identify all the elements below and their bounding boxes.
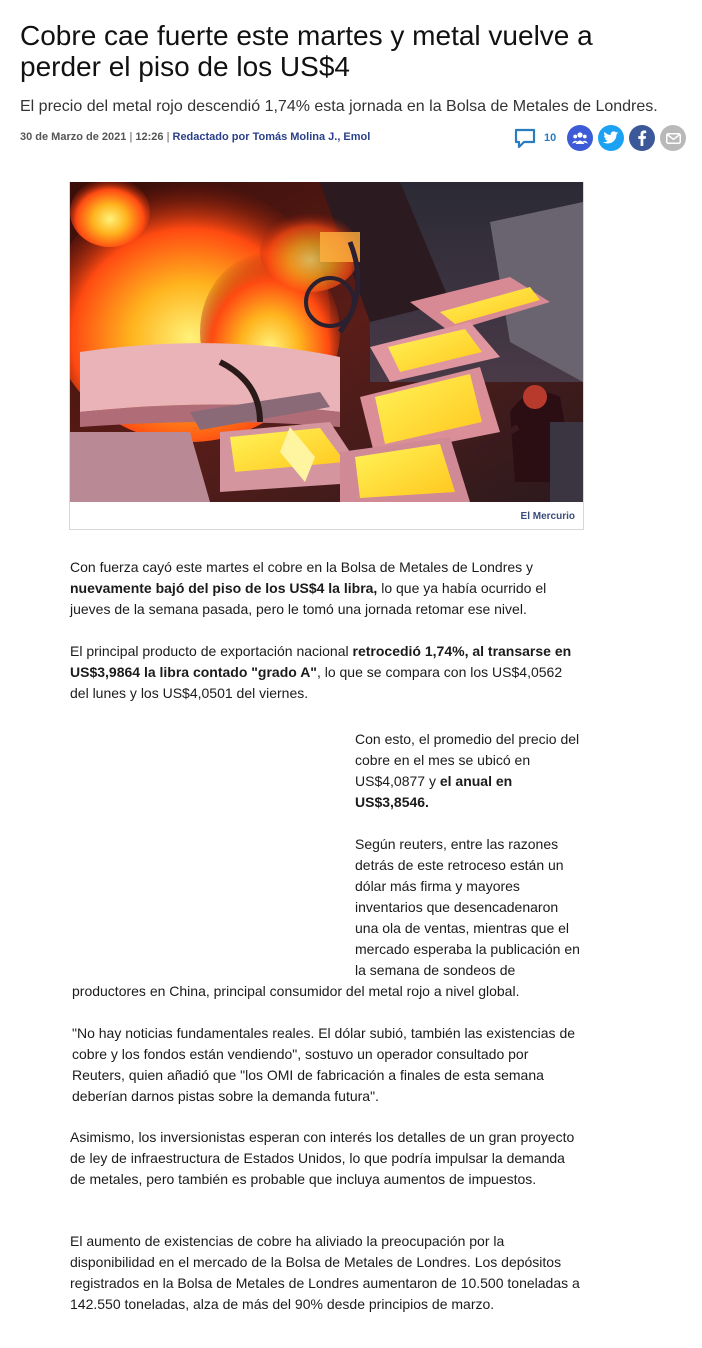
article-subtitle: El precio del metal rojo descendió 1,74% esta jornada en la Bolsa de Metales de Londres.: [20, 98, 658, 115]
facebook-icon[interactable]: [629, 125, 655, 151]
paragraph-6: Asimismo, los inversionistas esperan con interés los detalles de un gran proyecto de ley de infraestructura de Estados Unidos, lo que podría impulsar la demanda de metales, pero también es probable que incluya aumentos de impuestos.: [70, 1129, 575, 1187]
paragraph-4-continuation: productores en China, principal consumidor del metal rojo a nivel global.: [72, 983, 520, 999]
paragraph-1: Con fuerza cayó este martes el cobre en la Bolsa de Metales de Londres y nuevamente bajó del piso de los US$4 la libra, lo que ya había ocurrido el jueves de la semana pasada, pero le tomó una jornada retomar ese nivel.: [70, 559, 547, 617]
people-icon[interactable]: [567, 125, 593, 151]
article-meta: 30 de Marzo de 2021 | 12:26 | Redactado por Tomás Molina J., Emol: [20, 131, 371, 143]
paragraph-3: Con esto, el promedio del precio del cobre en el mes se ubicó en US$4,0877 y el anual en US$3,8546.: [355, 731, 580, 810]
article-figure: [69, 182, 584, 530]
image-credit: El Mercurio: [520, 511, 575, 522]
paragraph-7: El aumento de existencias de cobre ha aliviado la preocupación por la disponibilidad en el mercado de la Bolsa de Metales de Londres. Los depósitos registrados en la Bolsa de Metales de Londres aumentaron de 10.500 toneladas a 142.550 toneladas, alza de más del 90% desde principios de marzo.: [70, 1233, 580, 1312]
email-icon[interactable]: [660, 125, 686, 151]
paragraph-5: "No hay noticias fundamentales reales. El dólar subió, también las existencias de cobre y los fondos están vendiendo", sostuvo un operador consultado por Reuters, quien añadió que "los OMI de fabricación a finales de esta semana deberían darnos pistas sobre la demanda futura".: [72, 1025, 576, 1104]
copper-smelter-photo: [70, 182, 583, 502]
article-title: Cobre cae fuerte este martes y metal vuelve a perder el piso de los US$4: [20, 20, 593, 82]
paragraph-4-column: Según reuters, entre las razones detrás de este retroceso están un dólar más firma y mayores inventarios que desencadenaron una ola de ventas, mientras que el mercado esperaba la publicación en la semana de sondeos de: [355, 836, 580, 978]
article-date: 30 de Marzo de 2021: [20, 131, 127, 143]
twitter-icon[interactable]: [598, 125, 624, 151]
article-time: 12:26: [135, 131, 164, 143]
comment-icon[interactable]: [514, 127, 536, 149]
article-author[interactable]: Redactado por Tomás Molina J., Emol: [172, 131, 371, 143]
comment-count[interactable]: 10: [544, 132, 557, 144]
paragraph-2: El principal producto de exportación nacional retrocedió 1,74%, al transarse en US$3,9864 la libra contado "grado A", lo que se compara con los US$4,0562 del lunes y los US$4,0501 del viernes.: [70, 643, 572, 701]
social-bar: [514, 124, 691, 152]
